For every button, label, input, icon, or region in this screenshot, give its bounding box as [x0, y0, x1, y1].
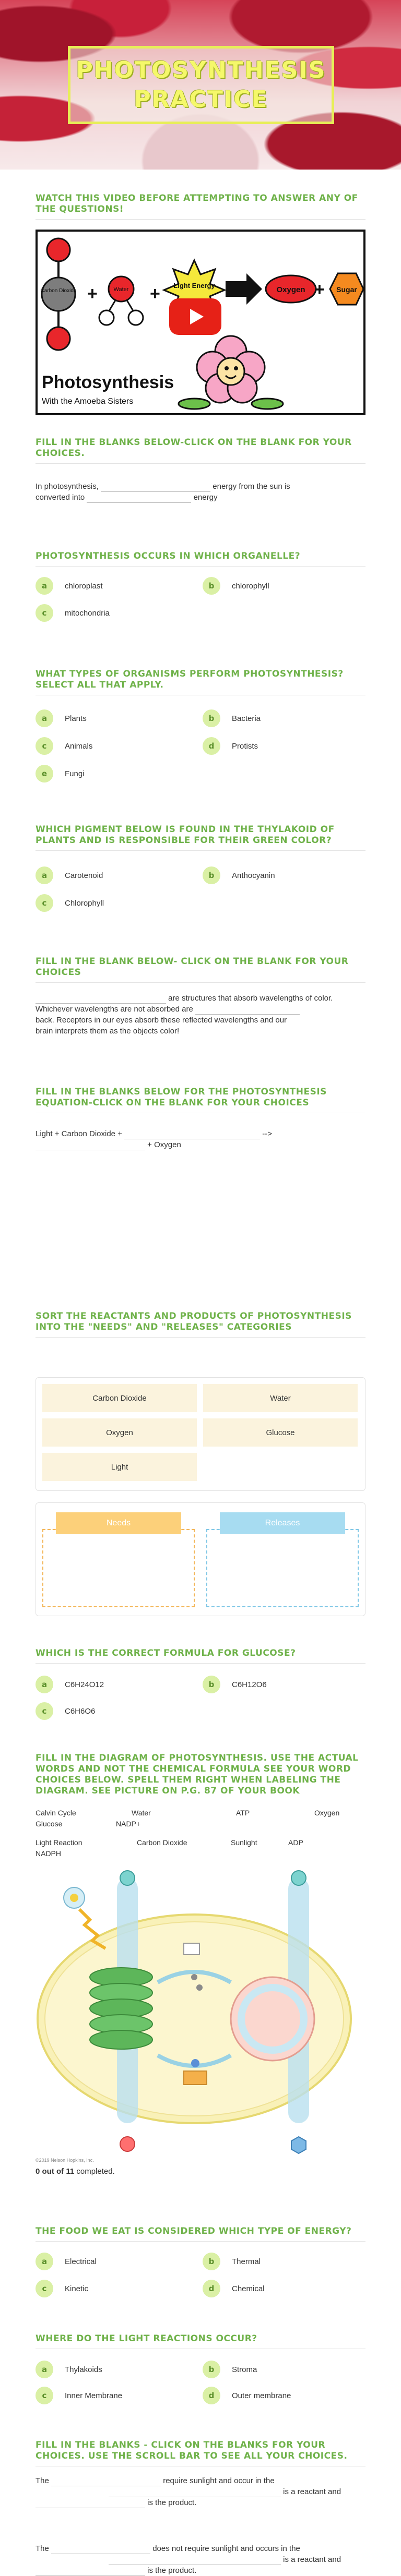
option-letter: a	[36, 2361, 53, 2378]
question-8	[36, 1648, 365, 1664]
option-label: Chlorophyll	[65, 898, 104, 908]
option-label: chlorophyll	[232, 581, 269, 591]
draggable-chip[interactable]: Water	[203, 1384, 358, 1412]
option-letter: a	[36, 709, 53, 727]
video-player[interactable]	[36, 230, 365, 415]
option-label: Inner Membrane	[65, 2391, 123, 2400]
option-label: Thylakoids	[65, 2365, 102, 2374]
option-label: Chemical	[232, 2284, 265, 2293]
option-b[interactable]	[203, 709, 261, 727]
hero-title-card	[68, 46, 334, 124]
svg-text:+: +	[150, 284, 160, 304]
option-letter: b	[203, 2361, 220, 2378]
divider	[36, 1663, 365, 1664]
option-b[interactable]	[203, 577, 269, 595]
blank-dropdown[interactable]	[195, 1005, 300, 1015]
question-6-body: Light + Carbon Dioxide + --> + Oxygen	[36, 1129, 273, 1149]
video-title: Photosynthesis	[42, 372, 174, 392]
word-bank-item: NADPH	[36, 1849, 62, 1858]
option-d[interactable]	[203, 737, 258, 755]
divider	[36, 982, 365, 983]
draggable-chip[interactable]: Light	[42, 1453, 197, 1481]
option-letter: d	[203, 2280, 220, 2297]
sort-chips-area	[36, 1377, 365, 1491]
option-label: C6H12O6	[232, 1680, 267, 1689]
needs-label: Needs	[56, 1512, 181, 1534]
question-11	[36, 2333, 365, 2349]
option-label: Carotenoid	[65, 871, 103, 880]
title-line-2: PRACTICE	[134, 86, 268, 113]
video-subtitle: With the Amoeba Sisters	[42, 397, 134, 406]
flower-character-icon	[179, 336, 283, 409]
label-oxygen: Oxygen	[276, 285, 305, 294]
option-letter: c	[36, 2280, 53, 2297]
option-label: Thermal	[232, 2257, 261, 2266]
question-title: WHICH IS THE CORRECT FORMULA FOR GLUCOSE?	[36, 1648, 296, 1658]
option-label: Fungi	[65, 769, 85, 778]
question-title: PHOTOSYNTHESIS OCCURS IN WHICH ORGANELLE?	[36, 551, 301, 561]
option-label: Electrical	[65, 2257, 97, 2266]
question-title: WHICH PIGMENT BELOW IS FOUND IN THE THYLAKOID OF PLANTS AND IS RESPONSIBLE FOR THEIR GREEN COLOR?	[36, 824, 335, 846]
blank-dropdown[interactable]	[124, 1129, 260, 1139]
question-video	[36, 193, 365, 220]
question-12	[36, 2440, 365, 2466]
option-label: C6H24O12	[65, 1680, 104, 1689]
option-b[interactable]	[203, 2361, 257, 2378]
question-5	[36, 956, 365, 983]
question-title: WHERE DO THE LIGHT REACTIONS OCCUR?	[36, 2333, 257, 2344]
blank-dropdown[interactable]	[109, 2487, 281, 2497]
option-a[interactable]	[36, 2361, 102, 2378]
releases-label: Releases	[220, 1512, 345, 1534]
diagram-progress: 0 out of 11 completed.	[36, 2167, 115, 2176]
option-a[interactable]	[36, 577, 103, 595]
question-10	[36, 2226, 365, 2242]
sort-drop-area	[36, 1502, 365, 1616]
option-letter: d	[203, 2387, 220, 2404]
option-c[interactable]	[36, 737, 92, 755]
word-bank-item: Light Reaction	[36, 1838, 82, 1847]
word-bank-item: ATP	[236, 1809, 250, 1817]
question-1-body: In photosynthesis, energy from the sun is converted into energy	[36, 482, 290, 502]
divider	[36, 850, 365, 851]
question-9	[36, 1753, 365, 1797]
option-letter: d	[203, 737, 220, 755]
thylakoid-stack-icon	[90, 1968, 152, 2049]
option-d[interactable]	[203, 2387, 291, 2404]
option-letter: a	[36, 2253, 53, 2270]
blank-dropdown[interactable]	[101, 482, 210, 492]
needs-drop-zone[interactable]	[42, 1529, 195, 1607]
option-label: mitochondria	[65, 608, 110, 618]
option-a[interactable]	[36, 866, 103, 884]
option-a[interactable]	[36, 2253, 97, 2270]
draggable-chip[interactable]: Oxygen	[42, 1418, 197, 1447]
option-e[interactable]	[36, 765, 85, 783]
word-bank-item: Calvin Cycle	[36, 1809, 76, 1817]
question-6	[36, 1087, 365, 1113]
option-b[interactable]	[203, 866, 275, 884]
title-line-1: PHOTOSYNTHESIS	[76, 57, 326, 83]
blank-dropdown[interactable]	[87, 493, 191, 503]
option-label: Protists	[232, 741, 258, 751]
svg-text:+: +	[314, 280, 325, 299]
chloroplast-diagram	[27, 1862, 374, 2154]
option-label: Bacteria	[232, 714, 261, 723]
option-b[interactable]	[203, 2253, 261, 2270]
blank-dropdown[interactable]	[36, 994, 166, 1004]
word-bank-item: NADP+	[116, 1820, 141, 1828]
word-bank-item: Water	[132, 1809, 151, 1817]
option-letter: c	[36, 737, 53, 755]
label-sugar: Sugar	[336, 285, 357, 294]
diagram-credit: ©2019 Nelson Hopkins, Inc.	[36, 2158, 94, 2163]
divider	[36, 463, 365, 464]
option-c[interactable]	[36, 2387, 122, 2404]
option-c[interactable]	[36, 1702, 95, 1720]
word-bank-item: Oxygen	[314, 1809, 340, 1817]
main-content	[27, 170, 374, 2575]
option-letter: c	[36, 2387, 53, 2404]
question-title: FILL IN THE BLANK BELOW- CLICK ON THE BLANK FOR YOUR CHOICES	[36, 956, 349, 978]
option-label: Kinetic	[65, 2284, 89, 2293]
option-a[interactable]	[36, 1676, 104, 1693]
question-title: WHAT TYPES OF ORGANISMS PERFORM PHOTOSYNTHESIS? SELECT ALL THAT APPLY.	[36, 669, 344, 690]
label-light-energy: Light Energy	[173, 282, 215, 290]
word-bank-item: Glucose	[36, 1820, 63, 1828]
page-title	[76, 56, 326, 114]
question-7	[36, 1311, 365, 1338]
option-label: Animals	[65, 741, 93, 751]
option-a[interactable]	[36, 709, 87, 727]
question-title: SORT THE REACTANTS AND PRODUCTS OF PHOTOSYNTHESIS INTO THE "NEEDS" AND "RELEASES" CATEGORIES	[36, 1311, 352, 1332]
question-12-paragraph-2: The does not require sunlight and occurs in the is a reactant and is the product.	[36, 2544, 341, 2575]
option-label: Anthocyanin	[232, 871, 275, 880]
divider	[36, 219, 365, 220]
svg-text:+: +	[87, 284, 98, 304]
question-1	[36, 437, 365, 464]
question-2	[36, 551, 365, 567]
option-letter: c	[36, 894, 53, 912]
blank-dropdown[interactable]	[109, 2555, 281, 2565]
option-d[interactable]	[203, 2280, 265, 2297]
question-5-body: are structures that absorb wavelengths of color. Whichever wavelengths are not absorbed are back. Receptors in our eyes absorb these reflected wavelengths and our brain interprets them as the objects color!	[36, 994, 333, 1036]
blank-dropdown[interactable]	[51, 2544, 150, 2554]
option-label: Stroma	[232, 2365, 257, 2374]
option-letter: b	[203, 2253, 220, 2270]
play-icon[interactable]	[169, 298, 221, 335]
blank-dropdown[interactable]	[51, 2476, 161, 2486]
option-letter: a	[36, 577, 53, 595]
option-label: C6H6O6	[65, 1706, 96, 1716]
releases-drop-zone[interactable]	[206, 1529, 359, 1607]
option-letter: a	[36, 866, 53, 884]
divider	[36, 1337, 365, 1338]
divider	[36, 2241, 365, 2242]
option-b[interactable]	[203, 1676, 267, 1693]
word-bank-item: Sunlight	[231, 1838, 257, 1847]
question-12-paragraph-1: The require sunlight and occur in the is a reactant and is the product.	[36, 2476, 341, 2507]
question-4	[36, 824, 365, 851]
question-title: WATCH THIS VIDEO BEFORE ATTEMPTING TO ANSWER ANY OF THE QUESTIONS!	[36, 193, 358, 214]
word-bank-item: ADP	[288, 1838, 303, 1847]
blank-dropdown[interactable]	[36, 1140, 145, 1150]
draggable-chip[interactable]: Carbon Dioxide	[42, 1384, 197, 1412]
blank-dropdown[interactable]	[36, 2566, 145, 2576]
option-label: Outer membrane	[232, 2391, 291, 2400]
option-label: Plants	[65, 714, 87, 723]
divider	[36, 566, 365, 567]
label-water: Water	[113, 286, 129, 293]
progress-count: 0 out of 11	[36, 2167, 75, 2176]
option-c[interactable]	[36, 894, 104, 912]
blank-dropdown[interactable]	[36, 2498, 145, 2508]
question-title: FILL IN THE BLANKS BELOW-CLICK ON THE BLANK FOR YOUR CHOICES.	[36, 437, 352, 459]
word-bank-item: Carbon Dioxide	[137, 1838, 187, 1847]
option-letter: b	[203, 1676, 220, 1693]
question-title: FILL IN THE BLANKS - CLICK ON THE BLANKS FOR YOUR CHOICES. USE THE SCROLL BAR TO SEE ALL YOUR CHOICES.	[36, 2440, 348, 2461]
option-letter: a	[36, 1676, 53, 1693]
option-c[interactable]	[36, 604, 110, 622]
question-3	[36, 669, 365, 695]
option-letter: e	[36, 765, 53, 783]
option-letter: b	[203, 866, 220, 884]
question-title: FILL IN THE DIAGRAM OF PHOTOSYNTHESIS. USE THE ACTUAL WORDS AND NOT THE CHEMICAL FORMULA SEE YOUR WORD CHOICES BELOW. SPELL THEM RIGHT WHEN LABELING THE DIAGRAM. SEE PICTURE ON P.G. 87 OF YOUR BOOK	[36, 1753, 359, 1796]
option-letter: b	[203, 709, 220, 727]
draggable-chip[interactable]: Glucose	[203, 1418, 358, 1447]
label-carbon-dioxide: Carbon Dioxide	[40, 288, 77, 294]
question-title: THE FOOD WE EAT IS CONSIDERED WHICH TYPE OF ENERGY?	[36, 2226, 352, 2236]
option-letter: c	[36, 1702, 53, 1720]
option-letter: c	[36, 604, 53, 622]
option-letter: b	[203, 577, 220, 595]
question-title: FILL IN THE BLANKS BELOW FOR THE PHOTOSYNTHESIS EQUATION-CLICK ON THE BLANK FOR YOUR CHOICES	[36, 1087, 327, 1108]
option-c[interactable]	[36, 2280, 88, 2297]
option-label: chloroplast	[65, 581, 103, 591]
hero-banner	[0, 0, 401, 170]
